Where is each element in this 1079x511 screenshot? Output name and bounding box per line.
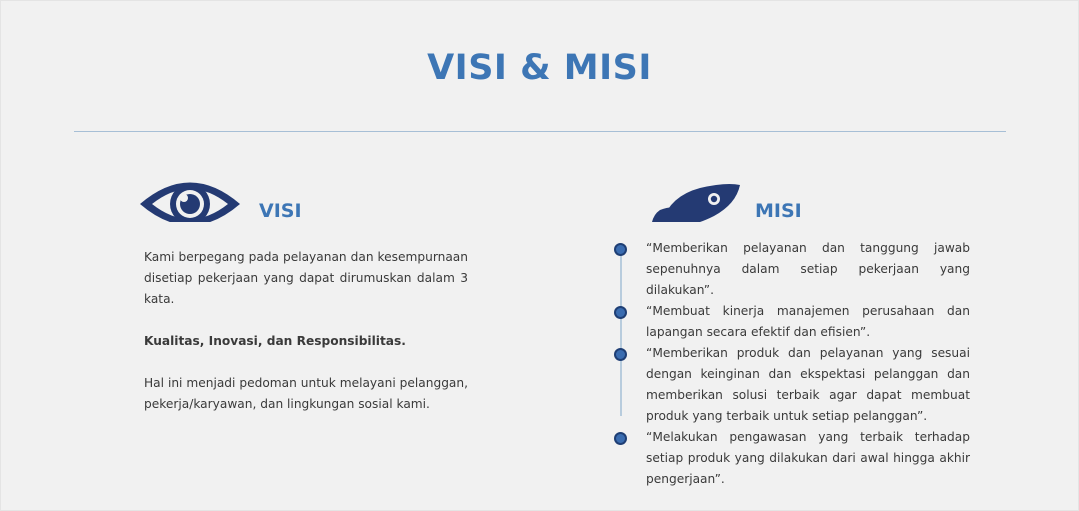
misi-item-text: “Membuat kinerja manajemen perusahaan dan lapangan secara efektif dan efisien”. [646, 304, 970, 339]
title-divider [74, 131, 1006, 132]
misi-item [646, 343, 970, 427]
misi-item [646, 301, 970, 343]
misi-item [646, 238, 970, 301]
page-title: VISI & MISI [427, 48, 652, 88]
misi-item [646, 427, 970, 490]
misi-item-text: “Memberikan produk dan pelayanan yang sesuai dengan keinginan dan ekspektasi pelanggan dan memberikan solusi terbaik agar dapat membuat produk yang terbaik untuk setiap pelanggan”. [646, 346, 970, 423]
rocket-icon [648, 182, 742, 222]
misi-timeline-line [620, 250, 622, 416]
bullet-icon [614, 348, 627, 361]
visi-description [144, 247, 468, 436]
bullet-icon [614, 243, 627, 256]
eye-icon [140, 177, 240, 222]
misi-item-text: “Melakukan pengawasan yang terbaik terhadap setiap produk yang dilakukan dari awal hingga akhir pengerjaan”. [646, 430, 970, 486]
bullet-icon [614, 432, 627, 445]
visi-paragraph-guidance: Hal ini menjadi pedoman untuk melayani pelanggan, pekerja/karyawan, dan lingkungan sosial kami. [144, 376, 468, 411]
visi-heading: VISI [259, 200, 302, 222]
visi-paragraph-intro: Kami berpegang pada pelayanan dan kesempurnaan disetiap pekerjaan yang dapat dirumuskan dalam 3 kata. [144, 250, 468, 306]
visi-paragraph-values: Kualitas, Inovasi, dan Responsibilitas. [144, 334, 406, 348]
bullet-icon [614, 306, 627, 319]
misi-item-text: “Memberikan pelayanan dan tanggung jawab sepenuhnya dalam setiap pekerjaan yang dilakukan”. [646, 241, 970, 297]
misi-list [646, 238, 970, 490]
misi-heading: MISI [755, 200, 802, 222]
